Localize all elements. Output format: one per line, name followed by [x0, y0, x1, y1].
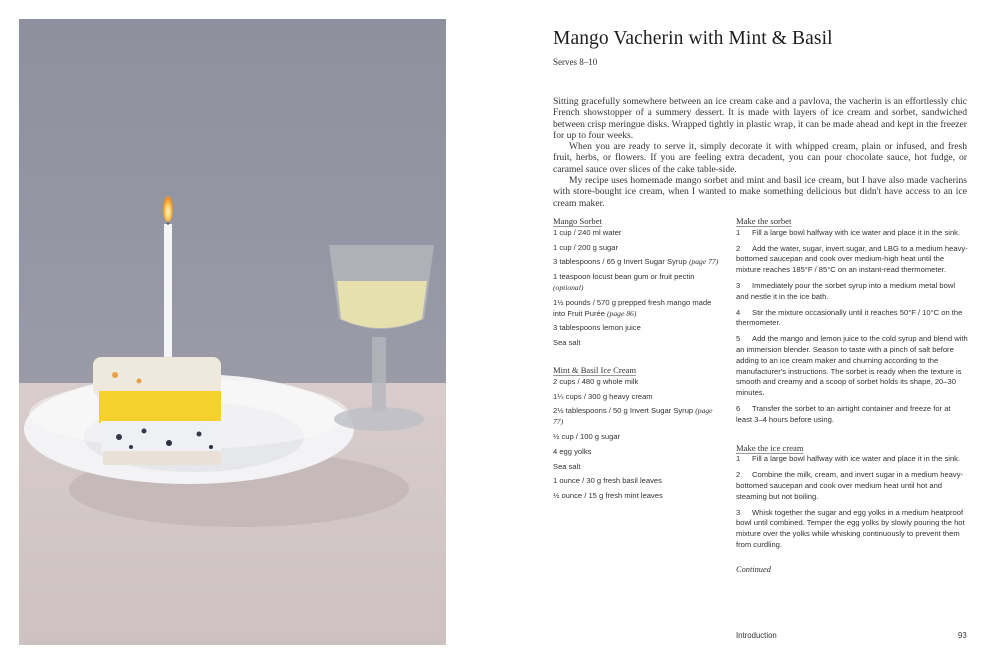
cake-photo — [19, 19, 446, 645]
ingredient-text: Sea salt — [553, 338, 581, 348]
ingredient-note: (page 77) — [553, 406, 713, 427]
serves-label: Serves 8–10 — [553, 57, 598, 67]
method-column — [736, 216, 968, 576]
recipe-intro — [553, 96, 967, 209]
ingredient-text: ½ ounce / 15 g fresh mint leaves — [553, 491, 663, 501]
step-number: 1 — [736, 227, 741, 237]
method-step — [736, 508, 968, 551]
ingredient-item — [553, 462, 723, 473]
ingredient-item — [553, 243, 723, 254]
ice-cream-method-heading: Make the ice cream — [736, 442, 804, 453]
step-text: Whisk together the sugar and egg yolks in a medium heatproof bowl until combined. Temper the egg yolks by slowly pouring the hot mixture over the yolks while whisking continuously to prevent them from curdling. — [736, 507, 965, 549]
ingredient-item — [553, 272, 723, 294]
ingredient-item — [553, 476, 723, 487]
ingredient-item — [553, 228, 723, 239]
ingredient-text: 3 tablespoons / 65 g Invert Sugar Syrup — [553, 257, 689, 267]
ingredient-text: 4 egg yolks — [553, 446, 592, 456]
ingredient-item — [553, 338, 723, 349]
sorbet-method-heading: Make the sorbet — [736, 216, 792, 226]
intro-paragraph: My recipe uses homemade mango sorbet and mint and basil ice cream, but I have also made vacherins with store-bought ice cream, when I wanted to make something delicious but didn't have access to an ice cream maker. — [553, 175, 967, 209]
wall-background — [19, 19, 446, 385]
method-step — [736, 228, 968, 239]
footer-section: Introduction — [736, 631, 777, 640]
method-step — [736, 454, 968, 465]
continued-label: Continued — [736, 564, 771, 574]
step-number: 2 — [736, 243, 741, 253]
ingredient-note: (page 86) — [607, 308, 637, 318]
ice-cream-ingredients-heading: Mint & Basil Ice Cream — [553, 364, 637, 375]
ingredient-text: 1½ pounds / 570 g prepped fresh mango made into Fruit Purée — [553, 297, 712, 318]
ingredient-item — [553, 491, 723, 502]
step-text: Transfer the sorbet to an airtight container and freeze for at least 3–4 hours before using. — [736, 403, 951, 424]
ingredient-text: Sea salt — [553, 461, 581, 471]
step-number: 3 — [736, 507, 741, 517]
page-number: 93 — [958, 631, 967, 640]
step-text: Add the water, sugar, invert sugar, and LBG to a medium heavy-bottomed saucepan and cook over medium-high heat until the mixture reaches 185°F / 85°C on an instant-read thermometer. — [736, 243, 968, 275]
ingredient-item — [553, 377, 723, 388]
method-step — [736, 244, 968, 276]
recipe-title: Mango Vacherin with Mint & Basil — [553, 28, 833, 49]
ingredient-text: 1 cup / 240 ml water — [553, 227, 622, 237]
step-text: Fill a large bowl halfway with ice water and place it in the sink. — [752, 227, 961, 237]
ingredient-item — [553, 447, 723, 458]
ingredient-text: 3 tablespoons lemon juice — [553, 323, 641, 333]
method-step — [736, 404, 968, 426]
ingredient-item — [553, 298, 723, 320]
ingredient-text: 1¼ cups / 300 g heavy cream — [553, 391, 653, 401]
step-text: Stir the mixture occasionally until it reaches 50°F / 10°C on the thermometer. — [736, 307, 963, 328]
step-number: 5 — [736, 334, 741, 344]
method-step — [736, 334, 968, 399]
cake-slice — [93, 357, 221, 465]
step-number: 3 — [736, 280, 741, 290]
method-step — [736, 308, 968, 330]
ingredient-item — [553, 406, 723, 428]
ingredient-note: (optional) — [553, 282, 584, 292]
intro-paragraph: When you are ready to serve it, simply decorate it with whipped cream, plain or infused, and fresh fruit, herbs, or flowers. If you are feeling extra decadent, you can pour chocolate sauce, hot fudge, or caramel sauce over slices of the cake table-side. — [553, 141, 967, 175]
ingredient-item — [553, 323, 723, 334]
step-number: 1 — [736, 454, 741, 464]
step-text: Immediately pour the sorbet syrup into a medium metal bowl and nestle it in the ice bath. — [736, 280, 956, 301]
method-step — [736, 470, 968, 502]
step-text: Combine the milk, cream, and invert sugar in a medium heavy-bottomed saucepan and cook over medium heat until hot and steaming but not boiling. — [736, 470, 964, 501]
sorbet-ingredients-heading: Mango Sorbet — [553, 216, 602, 226]
method-step — [736, 281, 968, 303]
ingredient-item — [553, 432, 723, 443]
step-text: Fill a large bowl halfway with ice water and place it in the sink. — [752, 454, 961, 464]
step-text: Add the mango and lemon juice to the cold syrup and blend with an immersion blender. Season to taste with a pinch of salt before adding to an ice cream maker and churning according to the manufacturer's instructions. The sorbet is ready when the texture is smooth and creamy and a scoop of sorbet holds its shape, 20–30 minutes. — [736, 334, 968, 398]
ingredient-text: 2½ tablespoons / 50 g Invert Sugar Syrup — [553, 406, 696, 416]
ingredient-text: 1 cup / 200 g sugar — [553, 242, 619, 252]
step-number: 6 — [736, 403, 741, 413]
ingredients-column — [553, 216, 723, 506]
ingredient-text: ½ cup / 100 g sugar — [553, 431, 621, 441]
ingredient-item — [553, 392, 723, 403]
intro-paragraph: Sitting gracefully somewhere between an ice cream cake and a pavlova, the vacherin is an effortlessly chic French showstopper of a summery dessert. It is made with layers of ice cream and sorbet, sandwiched between crisp meringue disks. Wrapped tightly in plastic wrap, it can be made ahead and kept in the freezer for up to four weeks. — [553, 96, 967, 141]
ingredient-text: 2 cups / 480 g whole milk — [553, 376, 639, 386]
ingredient-note: (page 77) — [688, 257, 719, 267]
step-number: 2 — [736, 470, 741, 480]
ingredient-text: 1 teaspoon locust bean gum or fruit pectin — [553, 272, 695, 282]
step-number: 4 — [736, 307, 741, 317]
ingredient-item — [553, 257, 723, 268]
ingredient-text: 1 ounce / 30 g fresh basil leaves — [553, 476, 662, 486]
